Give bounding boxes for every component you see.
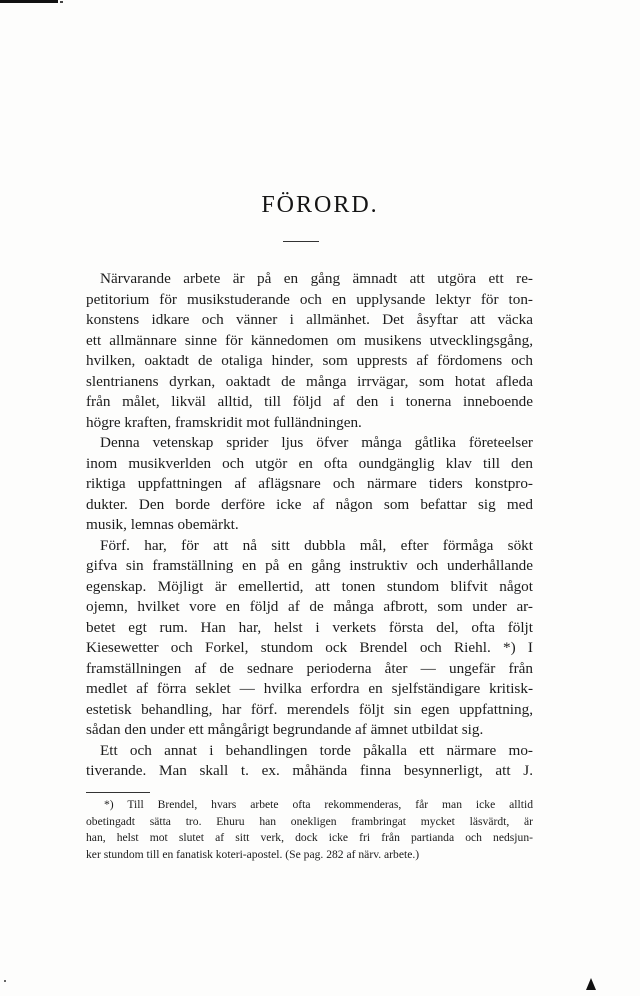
text-line: betet egt rum. Han har, helst i verkets första del, ofta följt (86, 618, 533, 636)
body-text (86, 269, 533, 782)
text-line: gifva sin framställning en på en gång instruktiv och underhållande (86, 557, 533, 574)
footnote (86, 797, 533, 863)
paragraph (86, 269, 533, 433)
text-line: sådan den under ett mångårigt begrundande af ämnet utbildat sig. (86, 721, 484, 738)
text-line: Ett och annat i behandlingen torde påkalla ett närmare mo- (100, 741, 533, 759)
text-line: musik, lemnas obemärkt. (86, 516, 239, 533)
footnote-line: *) Till Brendel, hvars arbete ofta rekommenderas, får man icke alltid (104, 798, 533, 811)
text-line: Förf. har, för att nå sitt dubbla mål, efter förmåga sökt (100, 536, 533, 554)
text-line: riktiga uppfattningen af aflägsnare och närmare tiders konstpro- (86, 475, 533, 492)
text-line: egenskap. Möjligt är emellertid, att tonen stundom blifvit något (86, 577, 533, 595)
text-line: Kiesewetter och Forkel, stundom ock Brendel och Riehl. *) I (86, 639, 533, 656)
text-line: Denna vetenskap sprider ljus öfver många gåtlika företeelser (100, 434, 533, 451)
text-line: dukter. Den borde derföre icke af någon som befattar sig med (86, 495, 533, 513)
text-line: framställningen af de sednare perioderna åter — ungefär från (86, 659, 533, 677)
text-line: petitorium för musikstuderande och en upplysande lektyr för ton- (86, 290, 533, 308)
text-line: från målet, likväl alltid, till följd af den i tonerna inneboende (86, 393, 533, 410)
scan-edge-mark (0, 0, 70, 4)
text-line: medlet af förra seklet — hvilka erfordra en sjelfständigare kritisk- (86, 680, 533, 697)
text-line: hvilken, oaktadt de otaliga hinder, som upprests af fördomens och (86, 352, 533, 369)
text-line: ojemn, hvilket vore en följd af de många afbrott, som under ar- (86, 598, 533, 615)
footnote-divider (86, 792, 150, 793)
text-line: högre kraften, framskridit mot fulländningen. (86, 413, 362, 431)
paragraph (86, 433, 533, 536)
text-line: inom musikverlden och utgör en ofta oundgänglig klav till den (86, 454, 533, 472)
footnote-line: obetingadt sätta tro. Ehuru han onekligen frambringat mycket läsvärdt, är (86, 814, 533, 828)
scan-dot-mark (4, 980, 6, 982)
scan-corner-mark (586, 978, 596, 990)
paragraph (86, 741, 533, 782)
footnote-line: ker stundom till en fanatisk koteri-apostel. (Se pag. 282 af närv. arbete.) (86, 847, 420, 861)
page-title: FÖRORD. (261, 192, 379, 218)
text-line: tiverande. Man skall t. ex. måhända finna besynnerligt, att J. (86, 762, 533, 779)
text-line: Närvarande arbete är på en gång ämnadt att utgöra ett re- (100, 270, 533, 287)
text-line: konstens idkare och vänner i allmänhet. Det åsyftar att väcka (86, 311, 533, 328)
title-divider (283, 241, 319, 242)
text-line: estetisk behandling, har förf. merendels följt sin egen uppfattning, (86, 700, 533, 718)
paragraph (86, 536, 533, 741)
text-line: slentrianens dyrkan, oaktadt de många irrvägar, som hotat afleda (86, 372, 533, 390)
text-line: ett allmännare sinne för kännedomen om musikens utvecklingsgång, (86, 331, 533, 349)
footnote-line: han, helst mot slutet af sitt verk, dock icke fri från partianda och nedsjun- (86, 831, 533, 845)
